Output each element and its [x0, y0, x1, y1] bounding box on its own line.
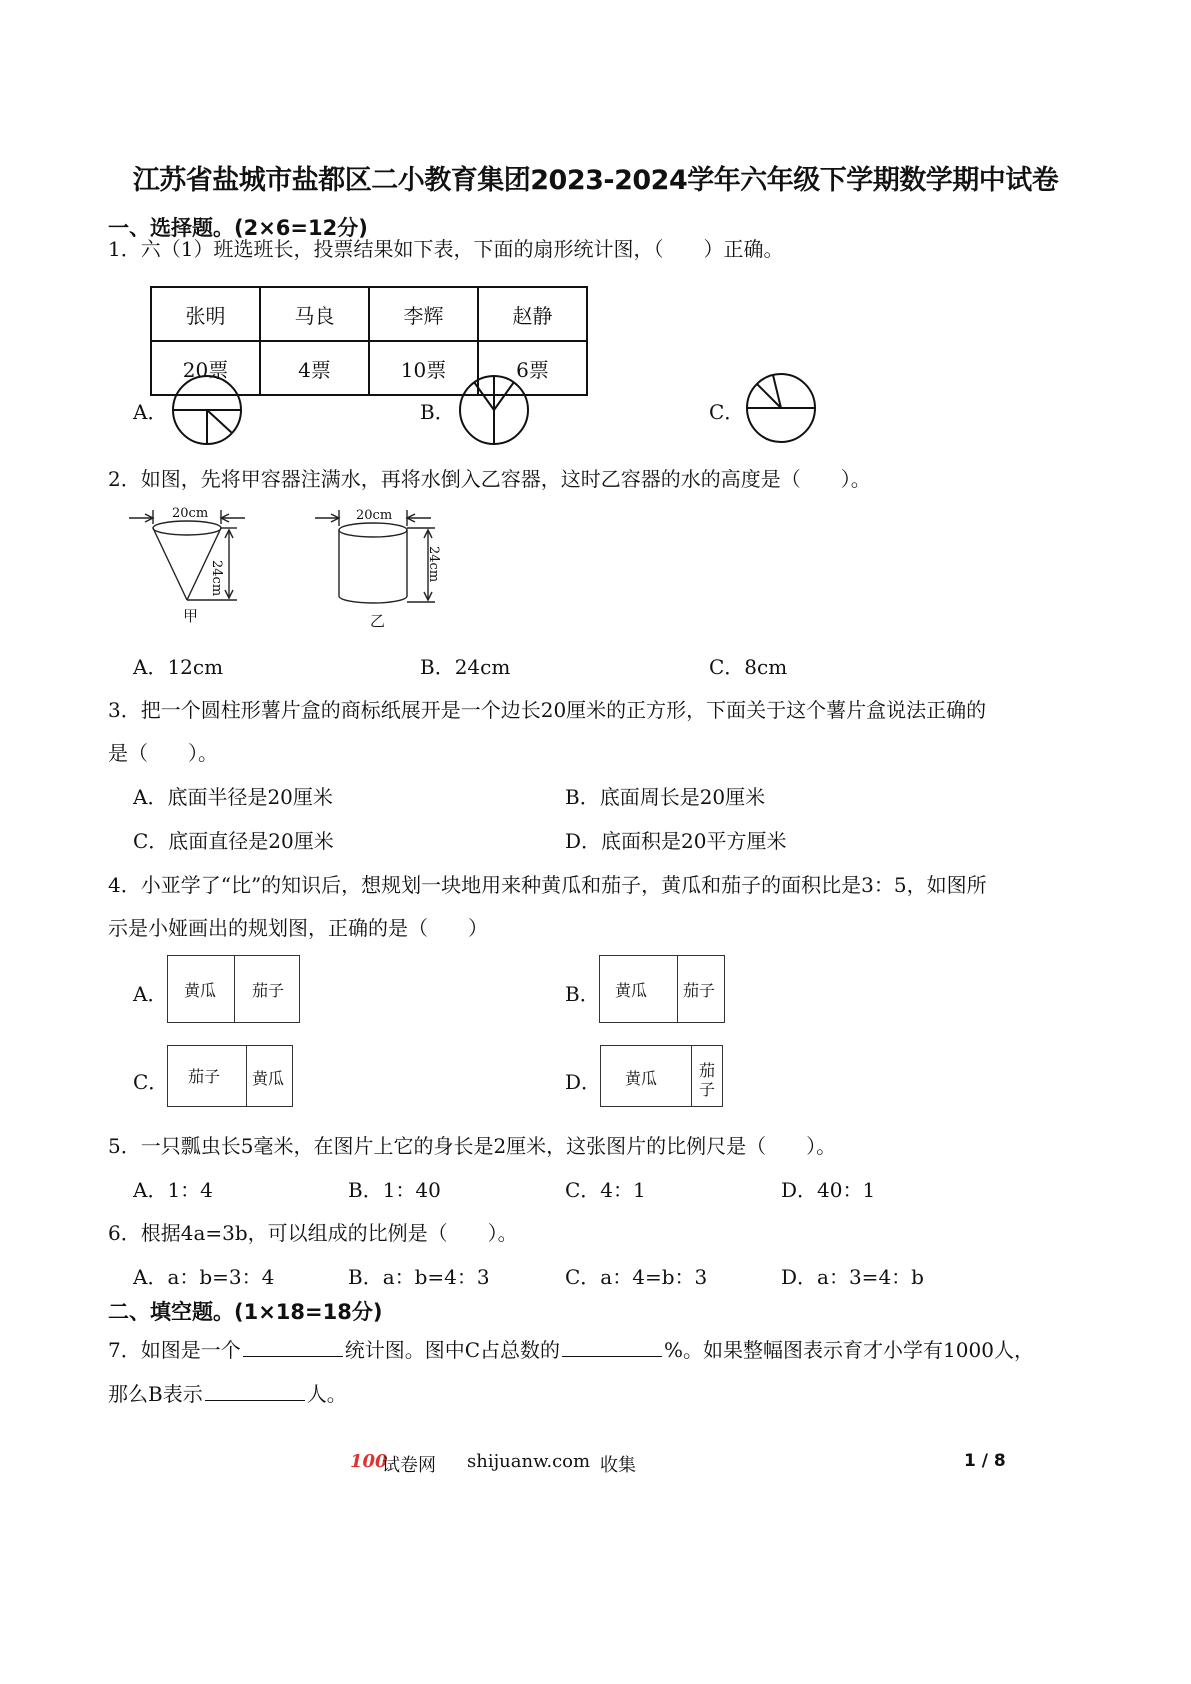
footer-url[interactable]: shijuanw.com	[467, 1451, 591, 1472]
answer-blank-c-percent[interactable]	[562, 1338, 662, 1357]
question-2-stem: 2．如图，先将甲容器注满水，再将水倒入乙容器，这时乙容器的水的高度是（ ）。	[108, 467, 871, 491]
q7-text: 那么B表示	[108, 1382, 203, 1406]
plot-label: 黄瓜	[184, 981, 217, 1000]
site-logo-icon: 100	[350, 1451, 388, 1472]
question-7-line2	[108, 1378, 347, 1407]
plot-label: 茄子	[683, 981, 716, 1000]
q2-option-a[interactable]: A．12cm	[133, 655, 224, 679]
q7-text: 人。	[306, 1382, 347, 1406]
vote-count: 20票	[151, 341, 260, 395]
q2-option-c[interactable]: C．8cm	[709, 655, 788, 679]
pie-option-c[interactable]	[745, 372, 817, 444]
footer-site-name: 试卷网	[382, 1455, 436, 1476]
question-3-stem-line1: 3．把一个圆柱形薯片盒的商标纸展开是一个边长20厘米的正方形，下面关于这个薯片盒说法正确的	[108, 698, 987, 722]
plot-label: 子	[699, 1080, 716, 1099]
plot-label: 黄瓜	[615, 981, 648, 1000]
question-1-stem: 1．六（1）班选班长，投票结果如下表，下面的扇形统计图，（ ）正确。	[108, 237, 784, 261]
vote-name: 马良	[260, 287, 369, 341]
plot-label: 茄子	[252, 981, 285, 1000]
question-7-line1	[108, 1334, 1034, 1363]
q1-option-c-label[interactable]: C．	[709, 400, 745, 424]
q6-option-d[interactable]: D．a：3=4：b	[781, 1265, 924, 1289]
q5-option-b[interactable]: B．1：40	[348, 1178, 441, 1202]
q6-option-c[interactable]: C．a：4=b：3	[565, 1265, 708, 1289]
q2-option-b[interactable]: B．24cm	[420, 655, 511, 679]
q5-option-c[interactable]: C．4：1	[565, 1178, 646, 1202]
cone-height-label: 24cm	[209, 560, 224, 597]
q7-text: %。如果整幅图表示育才小学有1000人，	[664, 1338, 1034, 1362]
question-5-stem: 5．一只瓢虫长5毫米，在图片上它的身长是2厘米，这张图片的比例尺是（ ）。	[108, 1134, 837, 1158]
vote-count: 4票	[260, 341, 369, 395]
plot-option-d[interactable]	[600, 1045, 723, 1107]
q3-option-d[interactable]: D．底面积是20平方厘米	[565, 829, 787, 853]
section-heading-choice: 一、选择题。(2×6=12分)	[108, 216, 368, 240]
q4-option-c-label[interactable]: C．	[133, 1070, 169, 1094]
q5-option-a[interactable]: A．1：4	[133, 1178, 213, 1202]
vote-count: 6票	[478, 341, 587, 395]
vote-name: 张明	[151, 287, 260, 341]
cylinder-height-label: 24cm	[426, 546, 441, 583]
plot-label: 茄	[699, 1061, 716, 1080]
answer-blank-b-count[interactable]	[205, 1382, 305, 1401]
page-number: 1 / 8	[964, 1451, 1006, 1471]
plot-option-b[interactable]	[599, 955, 725, 1023]
q4-option-b-label[interactable]: B．	[565, 982, 600, 1006]
footer-collect: 收集	[600, 1455, 636, 1476]
vote-name: 赵静	[478, 287, 587, 341]
plot-option-c[interactable]	[167, 1045, 293, 1107]
q5-option-d[interactable]: D．40：1	[781, 1178, 876, 1202]
q7-text: 统计图。图中C占总数的	[344, 1338, 561, 1362]
answer-blank-chart-type[interactable]	[243, 1338, 343, 1357]
plot-option-a[interactable]	[167, 955, 300, 1023]
question-4-stem-line2: 示是小娅画出的规划图，正确的是（ ）	[108, 916, 488, 940]
cone-diameter-label: 20cm	[172, 506, 209, 521]
section-heading-fill: 二、填空题。(1×18=18分)	[108, 1300, 383, 1324]
cone-label: 甲	[183, 607, 199, 625]
plot-label: 黄瓜	[252, 1069, 285, 1088]
question-6-stem: 6．根据4a=3b，可以组成的比例是（ ）。	[108, 1221, 518, 1245]
pie-option-b[interactable]	[458, 374, 530, 446]
q4-option-d-label[interactable]: D．	[565, 1070, 602, 1094]
vote-count: 10票	[369, 341, 478, 395]
vote-name: 李辉	[369, 287, 478, 341]
plot-label: 黄瓜	[625, 1069, 658, 1088]
q3-option-b[interactable]: B．底面周长是20厘米	[565, 785, 766, 809]
q3-option-a[interactable]: A．底面半径是20厘米	[133, 785, 333, 809]
page-title: 江苏省盐城市盐都区二小教育集团2023-2024学年六年级下学期数学期中试卷	[132, 165, 1059, 196]
q6-option-a[interactable]: A．a：b=3：4	[133, 1265, 275, 1289]
q4-option-a-label[interactable]: A．	[133, 982, 168, 1006]
q7-text: 7．如图是一个	[108, 1338, 241, 1362]
cylinder-label: 乙	[370, 612, 386, 630]
pie-option-a[interactable]	[171, 374, 243, 446]
question-3-stem-line2: 是（ ）。	[108, 741, 218, 765]
q1-option-b-label[interactable]: B．	[420, 400, 455, 424]
plot-label: 茄子	[188, 1067, 221, 1086]
q3-option-c[interactable]: C．底面直径是20厘米	[133, 829, 334, 853]
q1-option-a-label[interactable]: A．	[133, 400, 168, 424]
cylinder-diameter-label: 20cm	[356, 508, 393, 523]
question-4-stem-line1: 4．小亚学了“比”的知识后，想规划一块地用来种黄瓜和茄子，黄瓜和茄子的面积比是3：5，如图所	[108, 873, 987, 897]
q6-option-b[interactable]: B．a：b=4：3	[348, 1265, 490, 1289]
